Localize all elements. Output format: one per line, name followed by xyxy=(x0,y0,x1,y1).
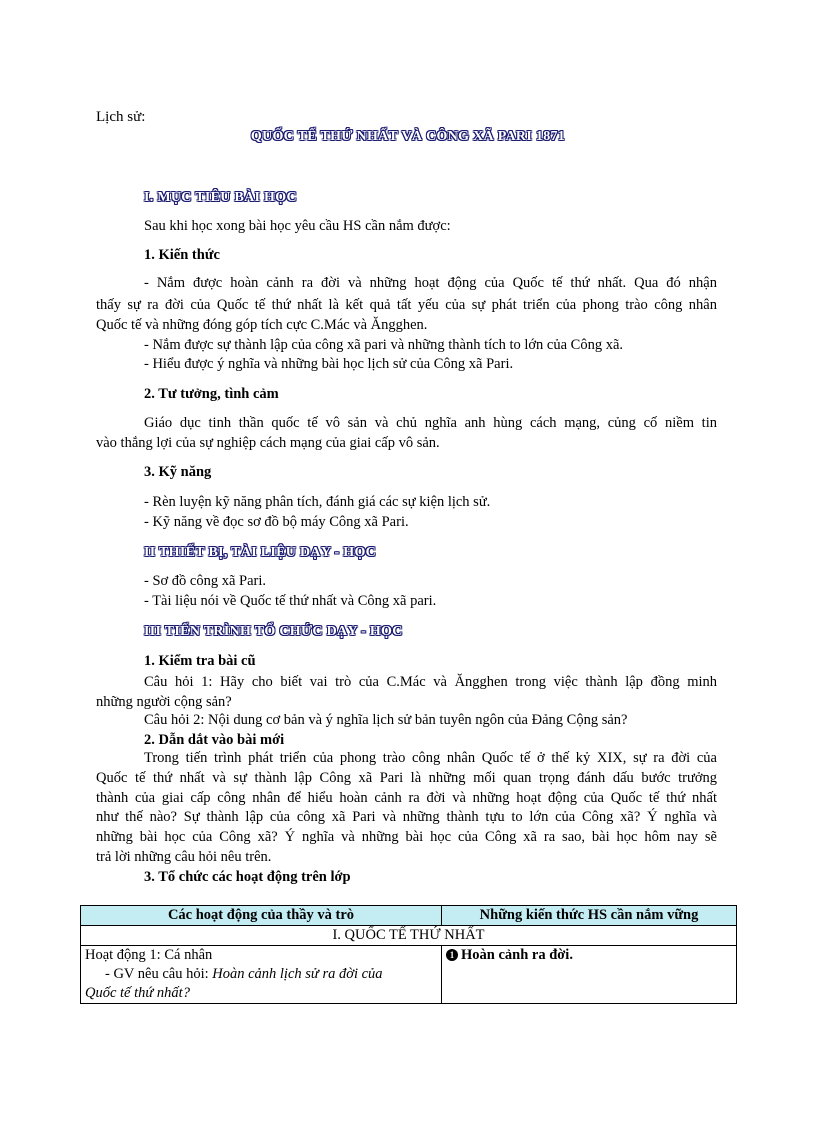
equipment-line-2: - Tài liệu nói về Quốc tế thứ nhất và Công xã pari. xyxy=(144,593,437,609)
equipment-line-1: - Sơ đồ công xã Pari. xyxy=(144,573,267,589)
page-title: QUỐC TẾ THỨ NHẤT VÀ CÔNG XÃ PARI 1871 xyxy=(250,129,566,144)
check-line-3: Câu hỏi 2: Nội dung cơ bản và ý nghĩa lịch sử bản tuyên ngôn của Đảng Cộng sản? xyxy=(144,712,628,728)
check-line-1: Câu hỏi 1: Hãy cho biết vai trò của C.Mác và Ăngghen trong việc thành lập đồng minh xyxy=(144,674,717,690)
lead-line-1: Trong tiến trình phát triển của phong trào công nhân Quốc tế ở thế kỷ XIX, sự ra đời của xyxy=(144,750,717,766)
activity-cell xyxy=(81,946,442,1004)
table-header-row xyxy=(81,906,737,926)
section-1-intro: Sau khi học xong bài học yêu cầu HS cần nắm được: xyxy=(144,218,451,234)
knowledge-line-5: - Hiểu được ý nghĩa và những bài học lịch sử của Công xã Pari. xyxy=(144,356,514,372)
table-section-title: I. QUỐC TẾ THỨ NHẤT xyxy=(81,926,737,946)
lead-line-3: thành của giai cấp công nhân để hiểu hoàn cảnh ra đời và những hoạt động của Quốc tế thứ nhất xyxy=(96,790,717,806)
lead-line-6: trả lời những câu hỏi nêu trên. xyxy=(96,849,272,865)
knowledge-cell xyxy=(442,946,737,1004)
activities-table xyxy=(80,905,737,1004)
activity-title: Hoạt động 1: Cá nhân xyxy=(85,947,213,963)
knowledge-item: Hoàn cảnh ra đời. xyxy=(461,947,573,963)
table-header-activities: Các hoạt động của thầy và trò xyxy=(81,906,442,926)
knowledge-line-3: Quốc tế và những đóng góp tích cực C.Mác và Ăngghen. xyxy=(96,317,428,333)
lead-line-5: những bài học của Công xã? Ý nghĩa và những bài học của Công xã ra sao, bài học hôm nay sẽ xyxy=(96,829,717,845)
knowledge-line-1: - Nắm được hoàn cảnh ra đời và những hoạt động của Quốc tế thứ nhất. Qua đó nhận xyxy=(144,275,717,291)
lead-heading: 2. Dẫn dắt vào bài mới xyxy=(144,732,285,748)
table-row xyxy=(81,946,737,1004)
skills-line-1: - Rèn luyện kỹ năng phân tích, đánh giá các sự kiện lịch sử. xyxy=(144,494,491,510)
check-line-2: những người cộng sản? xyxy=(96,694,232,710)
attitude-line-2: vào thắng lợi của sự nghiệp cách mạng của giai cấp vô sản. xyxy=(96,435,440,451)
section-3-heading: III TIẾN TRÌNH TỔ CHỨC DẠY - HỌC xyxy=(144,624,403,639)
table-section-row xyxy=(81,926,737,946)
lead-line-4: như thế nào? Sự thành lập của công xã Pari và những thành tựu to lớn của Công xã? Ý nghĩa và xyxy=(96,809,717,825)
section-2-heading: II THIẾT BỊ, TÀI LIỆU DẠY - HỌC xyxy=(144,545,377,560)
knowledge-line-4: - Nắm được sự thành lập của công xã pari và những thành tích to lớn của Công xã. xyxy=(144,337,624,353)
knowledge-line-2: thấy sự ra đời của Quốc tế thứ nhất là kết quả tất yếu của sự phát triển của phong trào công nhân xyxy=(96,297,717,313)
attitude-heading: 2. Tư tưởng, tình cảm xyxy=(144,386,279,402)
table-header-knowledge: Những kiến thức HS cần nắm vững xyxy=(442,906,737,926)
lead-line-2: Quốc tế thứ nhất và sự thành lập Công xã Pari là những mối quan trọng đánh dấu bước trưởng xyxy=(96,770,717,786)
organize-heading: 3. Tổ chức các hoạt động trên lớp xyxy=(144,869,351,885)
activity-question-line-2: Quốc tế thứ nhất? xyxy=(85,985,190,1001)
attitude-line-1: Giáo dục tinh thần quốc tế vô sản và chủ nghĩa anh hùng cách mạng, củng cố niềm tin xyxy=(144,415,717,431)
numbered-bullet-icon: 1 xyxy=(446,949,458,961)
check-heading: 1. Kiểm tra bài cũ xyxy=(144,653,256,669)
skills-line-2: - Kỹ năng về đọc sơ đồ bộ máy Công xã Pari. xyxy=(144,514,409,530)
activity-question-line-1 xyxy=(85,965,437,984)
activity-question-part-1: Hoàn cảnh lịch sử ra đời của xyxy=(212,966,383,982)
subject-label: Lịch sử: xyxy=(96,109,146,125)
knowledge-heading: 1. Kiến thức xyxy=(144,247,220,263)
section-1-heading: I. MỤC TIÊU BÀI HỌC xyxy=(144,190,297,205)
activity-prefix: - GV nêu câu hỏi: xyxy=(105,966,209,982)
skills-heading: 3. Kỹ năng xyxy=(144,464,212,480)
